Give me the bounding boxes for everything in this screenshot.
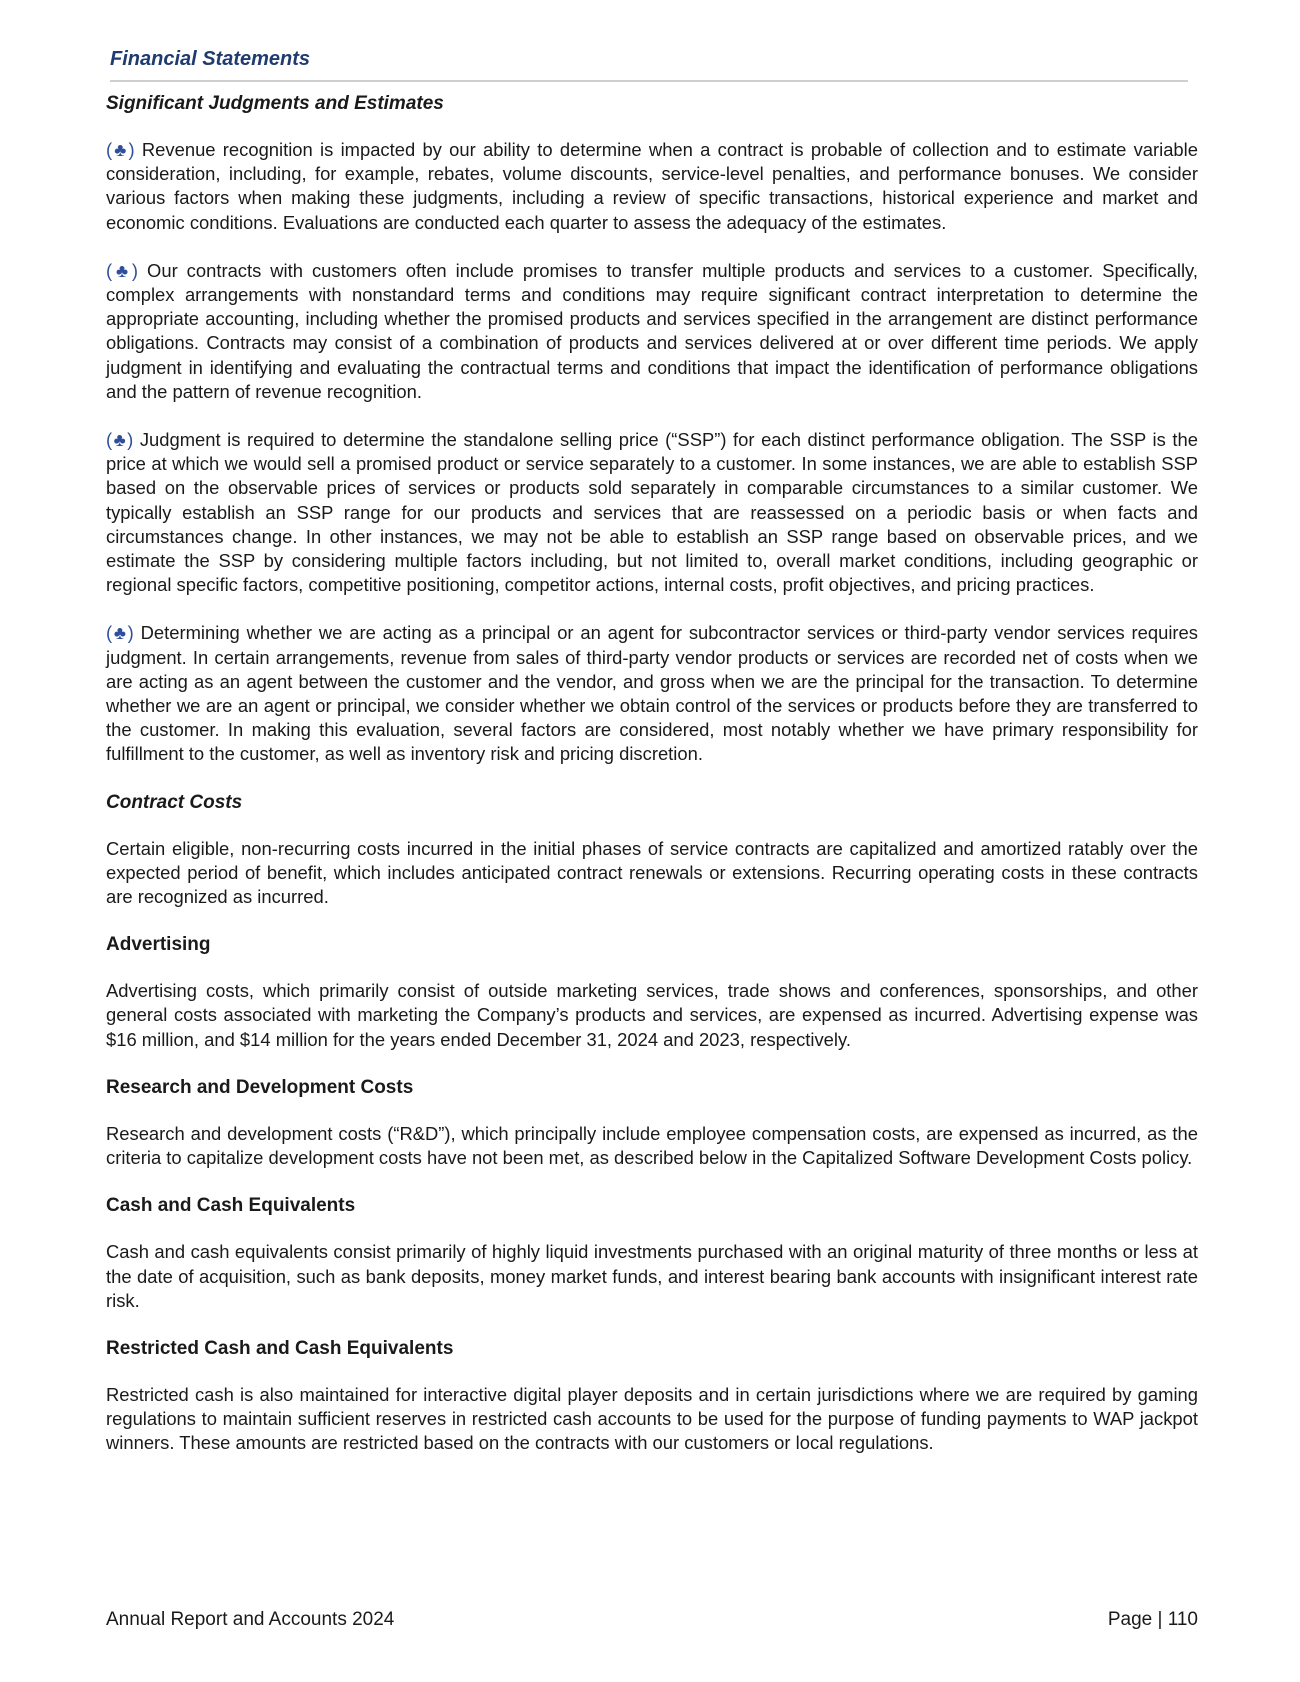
judgment-paragraph-4: (♣) Determining whether we are acting as a principal or an agent for subcontractor services or third-party vendor services requires judgment. In certain arrangements, revenue from sales of third-party vendor products or services are recorded net of costs when we are acting as an agent between the customer and the vendor, and gross when we are the principal for the transaction. To determine whether we are an agent or principal, we consider whether we obtain control of the services or products before they are transferred to the customer. In making this evaluation, several factors are considered, most notably whether we have primary responsibility for fulfillment to the customer, as well as inventory risk and pricing discretion. <box>106 622 1198 765</box>
heading-restricted-cash: Restricted Cash and Cash Equivalents <box>106 1337 454 1359</box>
judgment-paragraph-3: (♣) Judgment is required to determine the standalone selling price (“SSP”) for each distinct performance obligation. The SSP is the price at which we would sell a promised product or service separately to a customer. In some instances, we are able to establish SSP based on the observable prices of services or products sold separately in comparable circumstances to a similar customer. We typically establish an SSP range for our products and services that are reassessed on a periodic basis or when facts and circumstances change. In other instances, we may not be able to establish an SSP range based on observable prices, and we estimate the SSP by considering multiple factors including, but not limited to, overall market conditions, including geographic or regional specific factors, competitive positioning, competitor actions, internal costs, profit objectives, and pricing practices. <box>106 429 1198 596</box>
footer-report-title: Annual Report and Accounts 2024 <box>106 1609 395 1630</box>
judgment-paragraph-2: (♣) Our contracts with customers often include promises to transfer multiple products and services to a customer. Specifically, complex arrangements with nonstandard terms and conditions may require significant contract interpretation to determine the appropriate accounting, including whether the promised products and services specified in the arrangement are distinct performance obligations. Contracts may consist of a combination of products and services delivered at or over different time periods. We apply judgment in identifying and evaluating the contractual terms and conditions that impact the identification of performance obligations and the pattern of revenue recognition. <box>106 259 1198 402</box>
heading-research-development: Research and Development Costs <box>106 1076 414 1098</box>
heading-contract-costs: Contract Costs <box>106 791 243 813</box>
heading-advertising: Advertising <box>106 934 211 956</box>
club-marker: (♣) <box>106 622 134 644</box>
club-marker: (♣) <box>106 139 135 160</box>
document-body <box>106 92 1198 1456</box>
header-title: Financial Statements <box>110 48 311 70</box>
page-header <box>110 48 1188 82</box>
heading-cash-equivalents: Cash and Cash Equivalents <box>106 1195 356 1217</box>
club-marker: (♣) <box>106 259 139 281</box>
contract-costs-paragraph: Certain eligible, non-recurring costs incurred in the initial phases of service contracts are capitalized and amortized ratably over the expected period of benefit, which includes anticipated contract renewals or extensions. Recurring operating costs in these contracts are recognized as incurred. <box>106 837 1198 908</box>
advertising-paragraph: Advertising costs, which primarily consist of outside marketing services, trade shows and conferences, sponsorships, and other general costs associated with marketing the Company’s products and services, are expensed as incurred. Advertising expense was $16 million, and $14 million for the years ended December 31, 2024 and 2023, respectively. <box>106 980 1198 1050</box>
footer-page-number: Page | 110 <box>1107 1609 1198 1630</box>
research-development-paragraph: Research and development costs (“R&D”), which principally include employee compensation costs, are expensed as incurred, as the criteria to capitalize development costs have not been met, as described below in the Capitalized Software Development Costs policy. <box>106 1122 1198 1169</box>
heading-significant-judgments: Significant Judgments and Estimates <box>106 93 444 114</box>
judgment-paragraph-1: (♣) Revenue recognition is impacted by our ability to determine when a contract is probable of collection and to estimate variable consideration, including, for example, rebates, volume discounts, service-level penalties, and performance bonuses. We consider various factors when making these judgments, including a review of specific transactions, historical experience and market and economic conditions. Evaluations are conducted each quarter to assess the adequacy of the estimates. <box>106 139 1198 233</box>
club-marker: (♣) <box>106 429 134 451</box>
cash-equivalents-paragraph: Cash and cash equivalents consist primarily of highly liquid investments purchased with an original maturity of three months or less at the date of acquisition, such as bank deposits, money market funds, and interest bearing bank accounts with insignificant interest rate risk. <box>106 1241 1198 1311</box>
restricted-cash-paragraph: Restricted cash is also maintained for interactive digital player deposits and in certain jurisdictions where we are required by gaming regulations to maintain sufficient reserves in restricted cash accounts to be used for the purpose of funding payments to WAP jackpot winners. These amounts are restricted based on the contracts with our customers or local regulations. <box>106 1383 1198 1454</box>
